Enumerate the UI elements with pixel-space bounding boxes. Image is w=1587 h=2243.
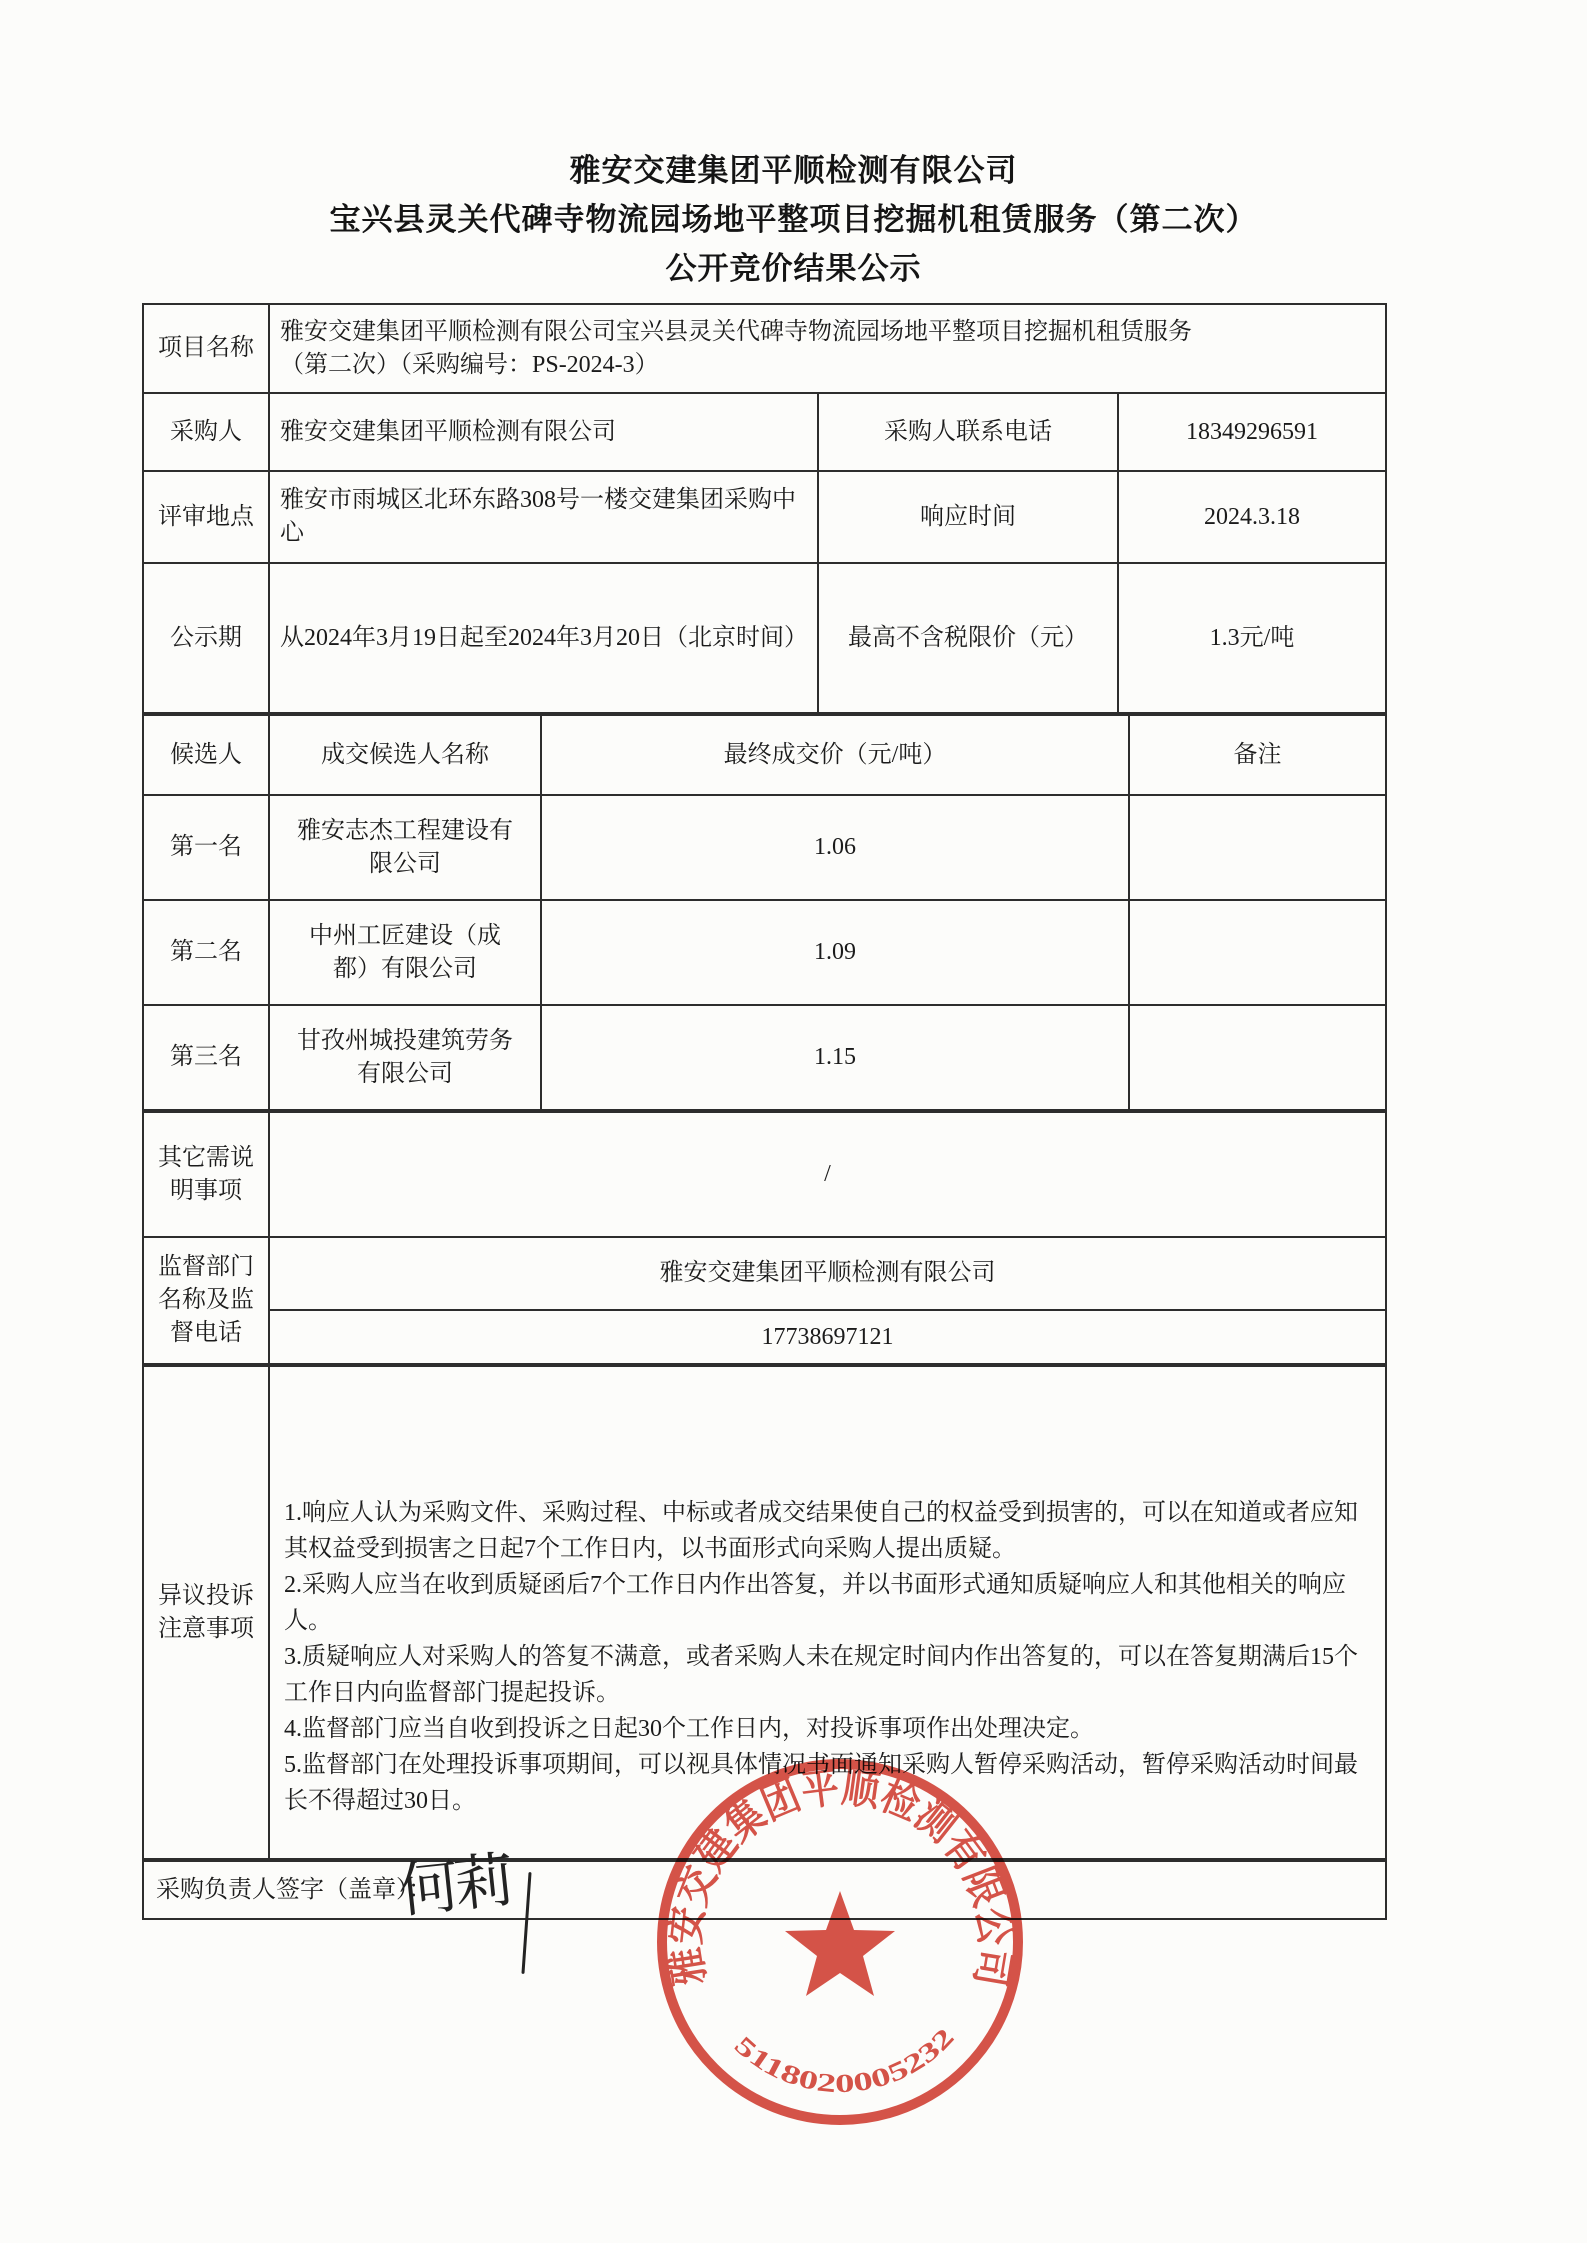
other-notes-value: / [269, 1112, 1386, 1237]
table-row [143, 304, 1386, 393]
candidates-table [142, 714, 1387, 1111]
candidate-name: 雅安志杰工程建设有限公司 [269, 795, 541, 900]
remark-cell [1129, 900, 1386, 1005]
response-time-label: 响应时间 [818, 471, 1118, 563]
supervision-table [142, 1111, 1387, 1365]
signature-row [143, 1861, 1386, 1919]
table-row [143, 393, 1386, 471]
purchaser-label: 采购人 [143, 393, 269, 471]
candidate-col-header: 候选人 [143, 715, 269, 795]
remark-header: 备注 [1129, 715, 1386, 795]
other-notes-row [143, 1112, 1386, 1237]
remark-cell [1129, 795, 1386, 900]
project-name-line2: （第二次）（采购编号：PS-2024-3） [280, 351, 659, 378]
purchaser-value: 雅安交建集团平顺检测有限公司 [269, 393, 818, 471]
candidate-name: 中州工匠建设（成都）有限公司 [269, 900, 541, 1005]
supervision-label: 监督部门名称及监督电话 [143, 1237, 269, 1364]
final-price-header: 最终成交价（元/吨） [541, 715, 1129, 795]
objection-table [142, 1365, 1387, 1860]
supervision-name-row [143, 1237, 1386, 1310]
candidate-rank: 第三名 [143, 1005, 269, 1110]
supervision-phone-row [143, 1310, 1386, 1364]
seal-number-textpath: 5118020005232 [728, 2027, 956, 2099]
max-price-value: 1.3元/吨 [1118, 563, 1386, 713]
candidate-price: 1.15 [541, 1005, 1129, 1110]
candidate-row-1 [143, 795, 1386, 900]
title-line-company: 雅安交建集团平顺检测有限公司 [569, 153, 1018, 188]
info-table [142, 303, 1387, 714]
document-title [0, 146, 1587, 293]
handwritten-signature: 何莉 [395, 1845, 514, 1927]
objection-label: 异议投诉注意事项 [143, 1366, 269, 1859]
candidate-row-3 [143, 1005, 1386, 1110]
remark-cell [1129, 1005, 1386, 1110]
objection-text [269, 1366, 1386, 1859]
candidate-name: 甘孜州城投建筑劳务有限公司 [269, 1005, 541, 1110]
objection-item-5: 5.监督部门在处理投诉事项期间，可以视具体情况书面通知采购人暂停采购活动，暂停采购活动时间最长不得超过30日。 [284, 1752, 1358, 1814]
response-time-value: 2024.3.18 [1118, 471, 1386, 563]
title-line-project: 宝兴县灵关代碑寺物流园场地平整项目挖掘机租赁服务（第二次） [329, 202, 1258, 237]
title-line-result: 公开竞价结果公示 [665, 251, 922, 286]
candidate-name-header: 成交候选人名称 [269, 715, 541, 795]
supervision-dept-name: 雅安交建集团平顺检测有限公司 [269, 1237, 1386, 1310]
venue-label: 评审地点 [143, 471, 269, 563]
candidate-price: 1.06 [541, 795, 1129, 900]
signature-label: 采购负责人签字（盖章）： [143, 1861, 1386, 1919]
seal-number-text [729, 2022, 960, 2098]
objection-item-2: 2.采购人应当在收到质疑函后7个工作日内作出答复，并以书面形式通知质疑响应人和其他相关的响应人。 [284, 1572, 1346, 1634]
project-name-value [269, 304, 1386, 393]
project-name-label: 项目名称 [143, 304, 269, 393]
other-notes-label: 其它需说明事项 [143, 1112, 269, 1237]
objection-row [143, 1366, 1386, 1859]
candidate-rank: 第二名 [143, 900, 269, 1005]
objection-item-4: 4.监督部门应当自收到投诉之日起30个工作日内，对投诉事项作出处理决定。 [284, 1716, 1094, 1742]
publicity-period-label: 公示期 [143, 563, 269, 713]
objection-item-1: 1.响应人认为采购文件、采购过程、中标或者成交结果使自己的权益受到损害的，可以在知道或者应知其权益受到损害之日起7个工作日内，以书面形式向采购人提出质疑。 [284, 1500, 1358, 1562]
purchaser-phone-label: 采购人联系电话 [818, 393, 1118, 471]
project-name-line1: 雅安交建集团平顺检测有限公司宝兴县灵关代碑寺物流园场地平整项目挖掘机租赁服务 [280, 318, 1192, 345]
venue-value: 雅安市雨城区北环东路308号一楼交建集团采购中心 [269, 471, 818, 563]
candidate-rank: 第一名 [143, 795, 269, 900]
max-price-label: 最高不含税限价（元） [818, 563, 1118, 713]
purchaser-phone-value: 18349296591 [1118, 393, 1386, 471]
table-row [143, 563, 1386, 713]
candidate-row-2 [143, 900, 1386, 1005]
seal-company-textpath: 雅安交建集团平顺检测有限公司 [662, 1764, 1018, 1995]
supervision-phone: 17738697121 [269, 1310, 1386, 1364]
signature-table [142, 1860, 1387, 1920]
publicity-period-value: 从2024年3月19日起至2024年3月20日（北京时间） [269, 563, 818, 713]
candidate-price: 1.09 [541, 900, 1129, 1005]
result-table [142, 303, 1385, 1920]
table-row [143, 471, 1386, 563]
candidates-header-row [143, 715, 1386, 795]
objection-item-3: 3.质疑响应人对采购人的答复不满意，或者采购人未在规定时间内作出答复的，可以在答复期满后15个工作日内向监督部门提起投诉。 [284, 1644, 1358, 1706]
